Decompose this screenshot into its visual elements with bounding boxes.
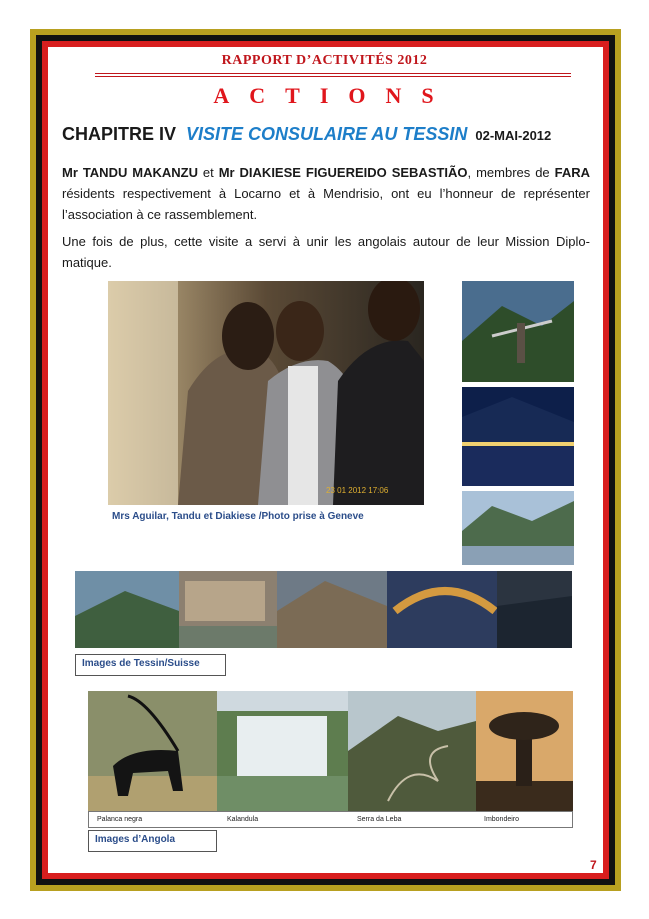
para1-conj: et bbox=[198, 165, 219, 180]
paragraph-2: Une fois de plus, cette visite a servi à unir les angolais autour de leur Mission Diplo-matique. bbox=[62, 234, 590, 270]
photo-serra-da-leba bbox=[348, 691, 476, 811]
main-photo-caption: Mrs Aguilar, Tandu et Diakiese /Photo prise à Geneve bbox=[108, 511, 424, 522]
main-photo bbox=[108, 281, 424, 505]
chapter-title: VISITE CONSULAIRE AU TESSIN bbox=[186, 124, 468, 144]
tessin-photo-strip bbox=[75, 571, 572, 648]
photo-imbondeiro bbox=[476, 691, 573, 811]
angola-item-2: Kalandula bbox=[227, 816, 259, 823]
name-tandu: Mr TANDU MAKANZU bbox=[62, 165, 198, 180]
org-name: FARA bbox=[554, 165, 590, 180]
photo-lake-night bbox=[462, 387, 574, 486]
header-divider-bottom bbox=[95, 76, 571, 77]
angola-item-4: Imbondeiro bbox=[484, 816, 520, 823]
photo-kalandula bbox=[217, 691, 348, 811]
angola-label-bar bbox=[88, 811, 573, 828]
chapter-number: CHAPITRE IV bbox=[62, 124, 177, 144]
tessin-label: Images de Tessin/Suisse bbox=[75, 654, 226, 676]
angola-item-1: Palanca negra bbox=[97, 816, 143, 823]
angola-label: Images d’Angola bbox=[88, 830, 217, 852]
chapter-heading bbox=[62, 124, 551, 145]
paragraph-1 bbox=[62, 162, 590, 225]
para1-rest: résidents respectivement à Locarno et à Mendrisio, ont eu l’honneur de représenter l’association à ce rassemblement. bbox=[62, 186, 590, 222]
angola-item-3: Serra da Leba bbox=[357, 816, 402, 823]
photo-lugano bbox=[462, 491, 574, 565]
photo-timestamp: 23 01 2012 17:06 bbox=[326, 486, 389, 495]
section-title: ACTIONS bbox=[213, 83, 454, 108]
photo-palanca bbox=[88, 691, 217, 811]
chapter-date: 02-MAI-2012 bbox=[475, 128, 552, 143]
header-divider-top bbox=[95, 73, 571, 74]
report-title: RAPPORT D’ACTIVITÉS 2012 bbox=[221, 53, 428, 68]
name-diakiese: Mr DIAKIESE FIGUEREIDO SEBASTIÃO bbox=[218, 165, 468, 180]
para1-mid: , membres de bbox=[467, 165, 555, 180]
page-number: 7 bbox=[590, 858, 597, 872]
photo-bridge bbox=[462, 281, 574, 382]
